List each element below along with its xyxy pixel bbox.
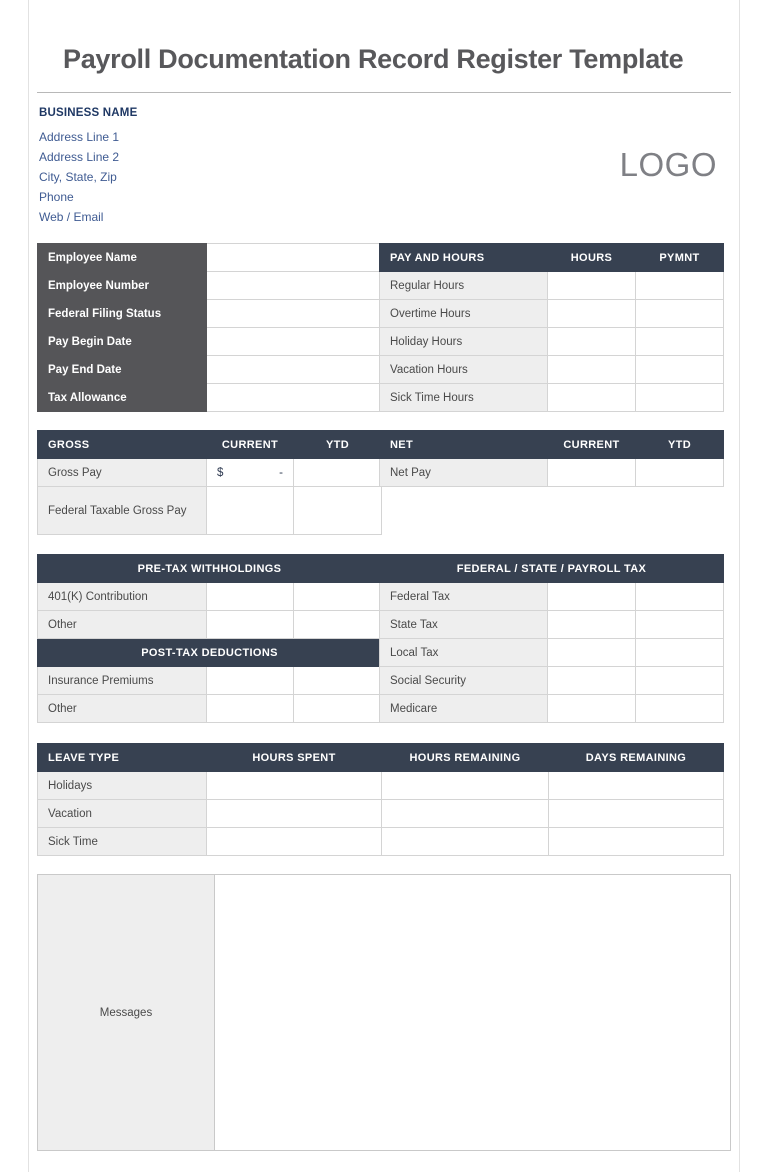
401k-contribution-label: 401(K) Contribution [38,583,207,611]
local-tax-col1[interactable] [548,639,636,667]
vacation-label: Vacation [38,800,207,828]
federal-filing-status-field[interactable] [207,300,382,328]
vacation-hours-pymnt[interactable] [636,356,724,384]
state-tax-col1[interactable] [548,611,636,639]
gross-pay-label: Gross Pay [38,459,207,487]
regular-hours-label: Regular Hours [380,272,548,300]
employee-number-field[interactable] [207,272,382,300]
days-remaining-header: DAYS REMAINING [549,744,724,772]
vacation-hours-value[interactable] [548,356,636,384]
federal-tax-col1[interactable] [548,583,636,611]
table-row [38,667,382,695]
table-row [38,583,382,611]
post-tax-other-col1[interactable] [207,695,294,723]
table-row [38,384,382,412]
sick-time-label: Sick Time [38,828,207,856]
insurance-premiums-label: Insurance Premiums [38,667,207,695]
net-table [379,430,724,487]
table-row [380,611,724,639]
medicare-label: Medicare [380,695,548,723]
employee-name-label: Employee Name [38,244,207,272]
post-tax-other-label: Other [38,695,207,723]
table-row [380,639,724,667]
messages-label: Messages [38,875,215,1150]
post-tax-other-col2[interactable] [294,695,382,723]
pre-tax-other-col1[interactable] [207,611,294,639]
table-row [38,487,382,535]
table-row [380,695,724,723]
employee-number-label: Employee Number [38,272,207,300]
insurance-premiums-col2[interactable] [294,667,382,695]
table-header-row [38,431,382,459]
business-city-state-zip: City, State, Zip [39,170,117,184]
holidays-hours-remaining[interactable] [382,772,549,800]
business-address-line-2: Address Line 2 [39,150,120,164]
vacation-days-remaining[interactable] [549,800,724,828]
table-row [380,459,724,487]
pay-begin-date-field[interactable] [207,328,382,356]
hours-spent-header: HOURS SPENT [207,744,382,772]
business-phone: Phone [39,190,74,204]
document-page [28,0,740,1172]
table-row [38,356,382,384]
gross-pay-ytd[interactable] [294,459,382,487]
net-ytd-header: YTD [636,431,724,459]
table-row [38,459,382,487]
net-header: NET [380,431,548,459]
401k-contribution-col2[interactable] [294,583,382,611]
holidays-label: Holidays [38,772,207,800]
tax-allowance-field[interactable] [207,384,382,412]
social-security-col1[interactable] [548,667,636,695]
table-row [380,328,724,356]
state-tax-label: State Tax [380,611,548,639]
hours-remaining-header: HOURS REMAINING [382,744,549,772]
gross-pay-current-value: - [279,466,283,479]
table-row [38,828,724,856]
leave-type-header: LEAVE TYPE [38,744,207,772]
post-tax-deductions-header: POST-TAX DEDUCTIONS [38,639,382,667]
hours-header: HOURS [548,244,636,272]
table-row [380,583,724,611]
logo-placeholder: LOGO [619,146,717,183]
net-pay-current[interactable] [548,459,636,487]
page-title: Payroll Documentation Record Register Template [63,44,684,74]
vacation-hours-remaining[interactable] [382,800,549,828]
table-header-row [38,555,382,583]
social-security-label: Social Security [380,667,548,695]
gross-header: GROSS [38,431,207,459]
pre-tax-withholdings-header: PRE-TAX WITHHOLDINGS [38,555,382,583]
table-row [380,667,724,695]
holidays-days-remaining[interactable] [549,772,724,800]
federal-taxable-gross-pay-ytd[interactable] [294,487,382,535]
withholdings-deductions-table [37,554,382,723]
medicare-col2[interactable] [636,695,724,723]
pay-begin-date-label: Pay Begin Date [38,328,207,356]
table-row [38,800,724,828]
pymnt-header: PYMNT [636,244,724,272]
sick-time-hours-label: Sick Time Hours [380,384,548,412]
vacation-hours-spent[interactable] [207,800,382,828]
table-row [380,300,724,328]
pay-end-date-label: Pay End Date [38,356,207,384]
pay-and-hours-header: PAY AND HOURS [380,244,548,272]
table-header-row [380,244,724,272]
pay-end-date-field[interactable] [207,356,382,384]
holiday-hours-label: Holiday Hours [380,328,548,356]
federal-taxable-gross-pay-current[interactable] [207,487,294,535]
gross-table [37,430,382,535]
401k-contribution-col1[interactable] [207,583,294,611]
business-address-line-1: Address Line 1 [39,130,120,144]
regular-hours-value[interactable] [548,272,636,300]
sick-time-hours-pymnt[interactable] [636,384,724,412]
medicare-col1[interactable] [548,695,636,723]
holiday-hours-value[interactable] [548,328,636,356]
net-pay-ytd[interactable] [636,459,724,487]
federal-tax-label: Federal Tax [380,583,548,611]
net-current-header: CURRENT [548,431,636,459]
sick-time-days-remaining[interactable] [549,828,724,856]
insurance-premiums-col1[interactable] [207,667,294,695]
payroll-tax-header: FEDERAL / STATE / PAYROLL TAX [380,555,724,583]
gross-current-header: CURRENT [207,431,294,459]
gross-ytd-header: YTD [294,431,382,459]
holiday-hours-pymnt[interactable] [636,328,724,356]
table-row [38,695,382,723]
business-name: BUSINESS NAME [39,107,138,119]
currency-symbol: $ [217,466,224,479]
vacation-hours-label: Vacation Hours [380,356,548,384]
table-header-row [38,744,724,772]
holidays-hours-spent[interactable] [207,772,382,800]
employee-name-field[interactable] [207,244,382,272]
gross-pay-current[interactable] [207,459,294,487]
table-header-row [380,431,724,459]
table-row [38,272,382,300]
table-header-row [380,555,724,583]
table-row [38,611,382,639]
federal-taxable-gross-pay-label: Federal Taxable Gross Pay [38,487,207,535]
pre-tax-other-col2[interactable] [294,611,382,639]
net-pay-label: Net Pay [380,459,548,487]
social-security-col2[interactable] [636,667,724,695]
pay-and-hours-table [379,243,724,412]
table-row [38,300,382,328]
sick-time-hours-value[interactable] [548,384,636,412]
local-tax-col2[interactable] [636,639,724,667]
federal-tax-col2[interactable] [636,583,724,611]
messages-section [37,874,731,1151]
table-row [38,328,382,356]
federal-filing-status-label: Federal Filing Status [38,300,207,328]
regular-hours-pymnt[interactable] [636,272,724,300]
business-web-email: Web / Email [39,210,104,224]
table-row [380,384,724,412]
table-header-row [38,639,382,667]
title-divider [37,92,731,93]
pre-tax-other-label: Other [38,611,207,639]
table-row [380,356,724,384]
table-row [380,272,724,300]
messages-input[interactable] [215,875,730,1150]
leave-table [37,743,724,856]
local-tax-label: Local Tax [380,639,548,667]
payroll-tax-table [379,554,724,723]
overtime-hours-label: Overtime Hours [380,300,548,328]
table-row [38,244,382,272]
table-row [38,772,724,800]
sick-time-hours-remaining[interactable] [382,828,549,856]
business-info-block [39,107,339,227]
employee-info-table [37,243,382,412]
tax-allowance-label: Tax Allowance [38,384,207,412]
state-tax-col2[interactable] [636,611,724,639]
sick-time-hours-spent[interactable] [207,828,382,856]
overtime-hours-pymnt[interactable] [636,300,724,328]
overtime-hours-value[interactable] [548,300,636,328]
